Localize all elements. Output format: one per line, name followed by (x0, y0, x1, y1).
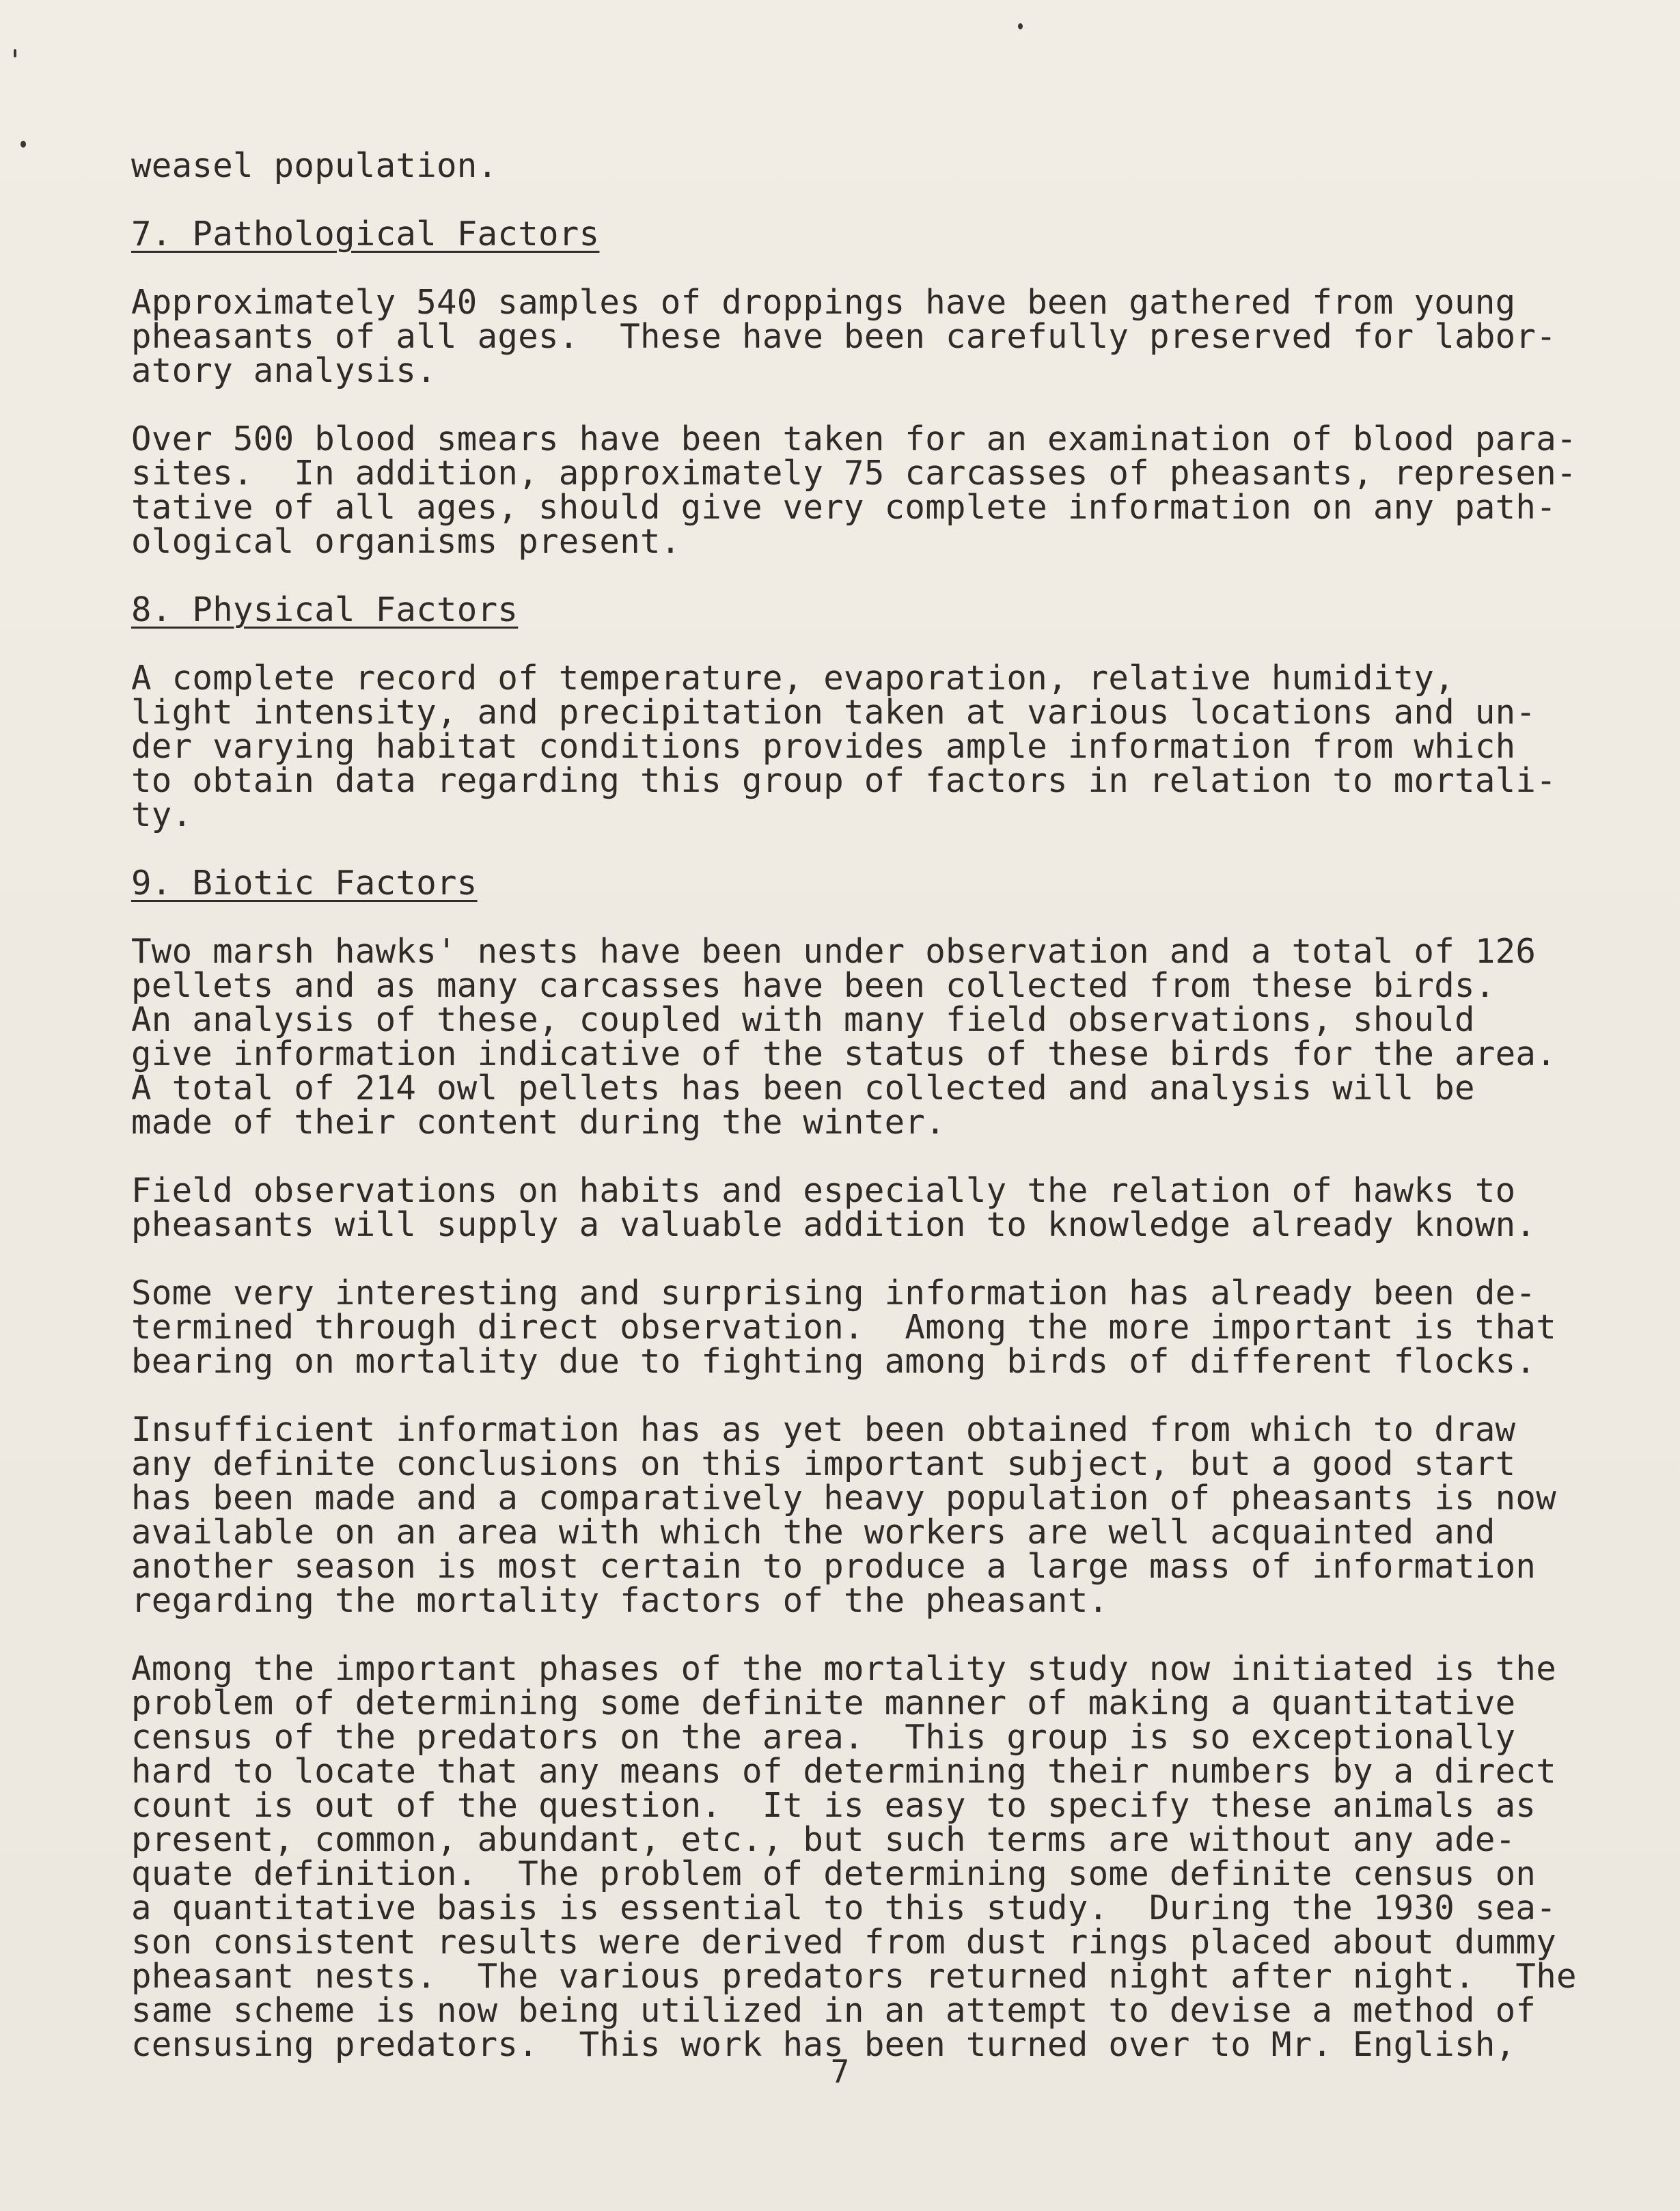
text-line: ty. (131, 795, 193, 834)
paragraph-gap (131, 251, 1593, 286)
paragraph (131, 1171, 1593, 1244)
text-line: A total of 214 owl pellets has been collected and analysis will be (131, 1069, 1475, 1108)
text-line: pheasants will supply a valuable addition to knowledge already known. (131, 1205, 1537, 1244)
text-line: another season is most certain to produce a large mass of information (131, 1547, 1537, 1586)
text-line: hard to locate that any means of determining their numbers by a direct (131, 1752, 1557, 1791)
paragraph (131, 932, 1593, 1142)
paragraph-gap (131, 832, 1593, 866)
ink-speck (1018, 23, 1023, 29)
text-line: tative of all ages, should give very complete information on any path- (131, 488, 1557, 527)
paragraph-gap (131, 1140, 1593, 1174)
text-line: any definite conclusions on this important subject, but a good start (131, 1444, 1516, 1483)
text-line: A complete record of temperature, evaporation, relative humidity, (131, 659, 1455, 698)
text-line: sites. In addition, approximately 75 carcasses of pheasants, represen- (131, 454, 1577, 493)
text-line: problem of determining some definite manner of making a quantitative (131, 1684, 1516, 1722)
document-body (131, 146, 1593, 2064)
text-line: pellets and as many carcasses have been collected from these birds. (131, 966, 1496, 1005)
paragraph-gap (131, 1242, 1593, 1276)
text-line: regarding the mortality factors of the pheasant. (131, 1581, 1109, 1620)
text-line: Insufficient information has as yet been obtained from which to draw (131, 1410, 1516, 1449)
heading-text: 8. Physical Factors (131, 590, 519, 629)
text-line: a quantitative basis is essential to this study. During the 1930 sea- (131, 1889, 1557, 1927)
ink-speck (14, 49, 16, 57)
paragraph-gap (131, 1618, 1593, 1652)
text-line: der varying habitat conditions provides ample information from which (131, 727, 1516, 766)
text-line: An analysis of these, coupled with many field observations, should (131, 1000, 1475, 1039)
text-line: Among the important phases of the mortality study now initiated is the (131, 1649, 1557, 1688)
section-heading (131, 866, 1593, 901)
paragraph (131, 1276, 1593, 1379)
paragraph (131, 1410, 1593, 1620)
text-line: present, common, abundant, etc., but such terms are without any ade- (131, 1820, 1516, 1859)
paragraph-gap (131, 183, 1593, 217)
text-line: has been made and a comparatively heavy population of pheasants is now (131, 1479, 1557, 1518)
text-line: Field observations on habits and especially the relation of hawks to (131, 1171, 1516, 1210)
paragraph-gap (131, 901, 1593, 935)
text-line: light intensity, and precipitation taken at various locations and un- (131, 693, 1537, 732)
paragraph (131, 661, 1593, 832)
paragraph (131, 422, 1593, 559)
heading-text: 7. Pathological Factors (131, 215, 600, 253)
text-line: pheasants of all ages. These have been carefully preserved for labor- (131, 317, 1557, 356)
heading-text: 9. Biotic Factors (131, 864, 478, 903)
text-line: Some very interesting and surprising information has already been de- (131, 1274, 1537, 1313)
text-line: termined through direct observation. Among the more important is that (131, 1308, 1557, 1347)
section-heading (131, 590, 1593, 629)
paragraph (131, 1649, 1593, 2064)
text-line: censusing predators. This work has been turned over to Mr. English, (131, 2025, 1516, 2064)
text-line: quate definition. The problem of determining some definite census on (131, 1854, 1537, 1893)
text-line: ological organisms present. (131, 522, 681, 561)
text-line: census of the predators on the area. This group is so exceptionally (131, 1718, 1516, 1757)
section-heading (131, 217, 1593, 251)
text-line: same scheme is now being utilized in an attempt to devise a method of (131, 1991, 1537, 2030)
text-line: Approximately 540 samples of droppings have been gathered from young (131, 283, 1516, 322)
paragraph (131, 146, 1593, 185)
text-line: count is out of the question. It is easy to specify these animals as (131, 1786, 1537, 1825)
text-line: made of their content during the winter. (131, 1103, 946, 1142)
text-line: bearing on mortality due to fighting among birds of different flocks. (131, 1342, 1537, 1381)
page-number: 7 (830, 2053, 850, 2090)
text-line: pheasant nests. The various predators returned night after night. The (131, 1957, 1577, 1996)
text-line: Over 500 blood smears have been taken for an examination of blood para- (131, 420, 1577, 458)
text-line: son consistent results were derived from dust rings placed about dummy (131, 1923, 1557, 1962)
paragraph-gap (131, 559, 1593, 593)
text-line: available on an area with which the workers are well acquainted and (131, 1513, 1496, 1552)
paragraph-gap (131, 627, 1593, 661)
text-line: to obtain data regarding this group of factors in relation to mortali- (131, 761, 1557, 800)
ink-speck (20, 141, 26, 148)
text-line: give information indicative of the status of these birds for the area. (131, 1034, 1557, 1073)
paragraph (131, 283, 1593, 390)
text-line: Two marsh hawks' nests have been under observation and a total of 126 (131, 932, 1537, 971)
text-line: weasel population. (131, 146, 498, 185)
text-line: atory analysis. (131, 351, 437, 390)
paragraph-gap (131, 1379, 1593, 1413)
paragraph-gap (131, 388, 1593, 422)
